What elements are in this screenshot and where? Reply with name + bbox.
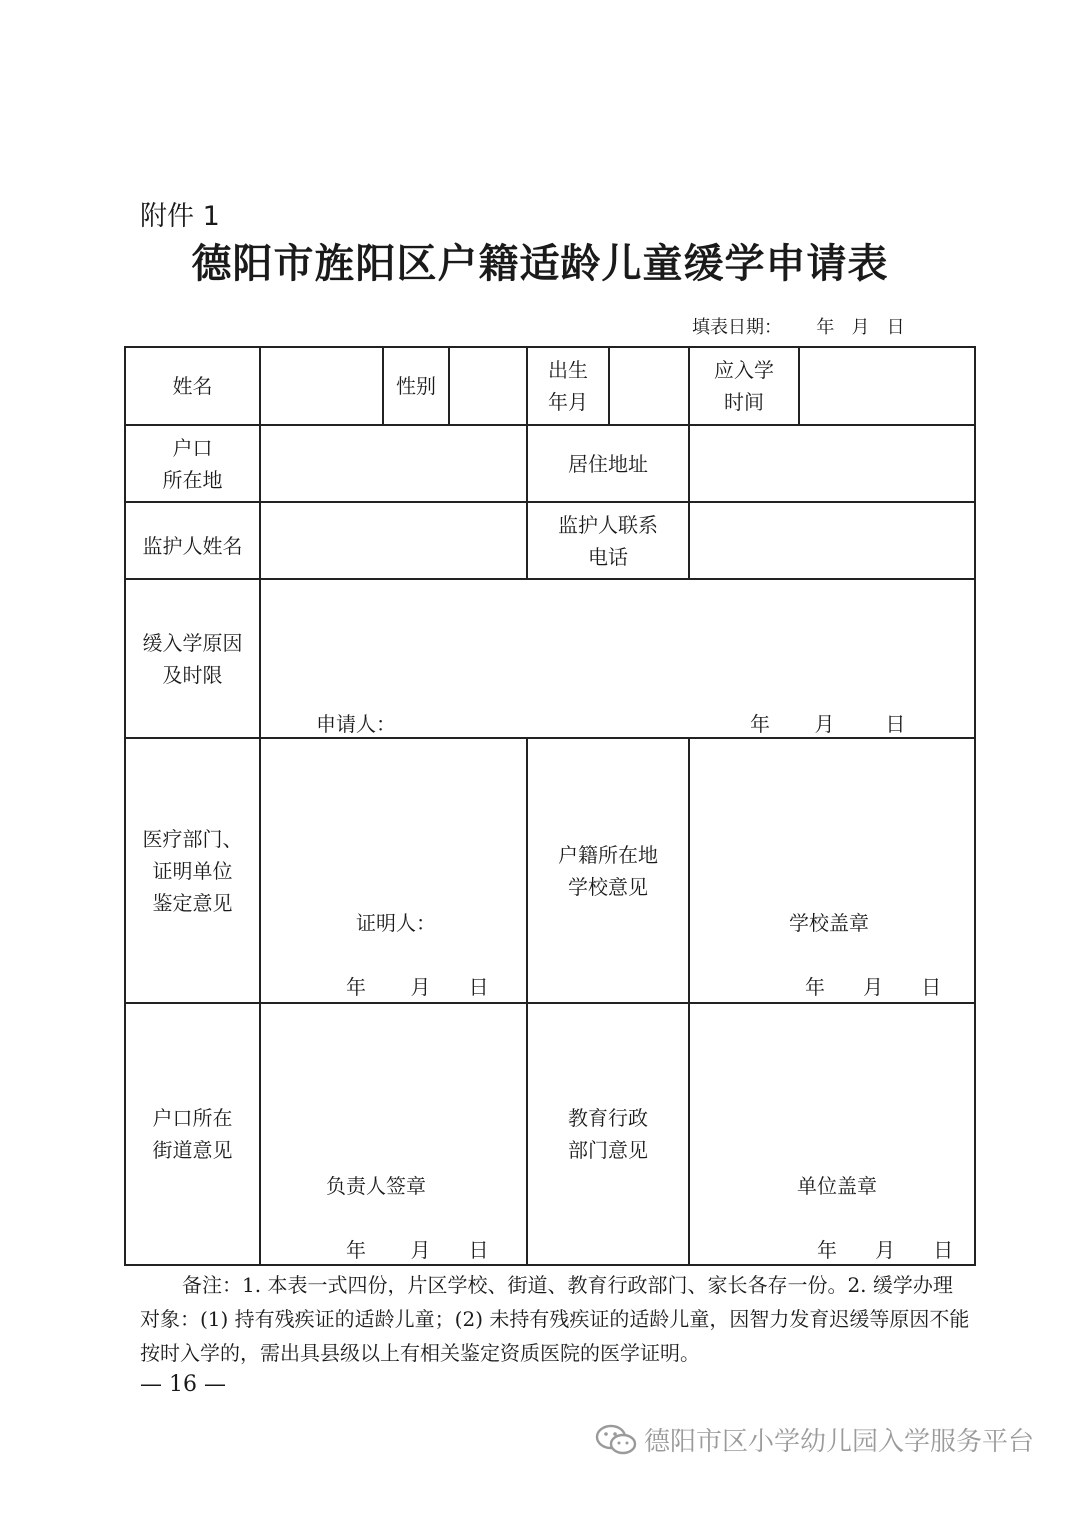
fill-date: 填表日期： 年 月 日 — [692, 317, 905, 338]
school-seal-label: 学校盖章 — [789, 911, 869, 935]
label-name: 姓名 — [172, 374, 213, 398]
label-enroll-time: 应入学 时间 — [714, 358, 774, 414]
label-gender: 性别 — [396, 374, 436, 398]
label-street-opinion: 户口所在 街道意见 — [152, 1106, 233, 1162]
page-number: — 16 — — [140, 1372, 226, 1397]
label-school-opinion: 户籍所在地 学校意见 — [558, 842, 658, 899]
enroll-time-field[interactable] — [800, 348, 974, 424]
reason-field[interactable] — [261, 580, 974, 700]
column-divider — [688, 737, 690, 1266]
hukou-field[interactable] — [261, 426, 526, 501]
applicant-label: 申请人： — [316, 712, 396, 736]
residence-field[interactable] — [690, 426, 974, 501]
wechat-icon — [594, 1422, 638, 1458]
street-date: 年 月 日 — [346, 1238, 489, 1262]
label-residence: 居住地址 — [568, 451, 648, 476]
table-border-right — [974, 346, 976, 1266]
guardian-name-field[interactable] — [261, 503, 526, 578]
applicant-date: 年 月 日 — [750, 712, 906, 736]
watermark — [594, 1421, 1034, 1458]
label-guardian-phone: 监护人联系 电话 — [558, 512, 658, 569]
unit-seal-label: 单位盖章 — [797, 1174, 877, 1198]
label-birth: 出生 年月 — [548, 358, 588, 414]
label-hukou: 户口 所在地 — [162, 435, 223, 492]
form-title: 德阳市旌阳区户籍适龄儿童缓学申请表 — [191, 240, 889, 287]
table-border-bottom — [124, 1264, 976, 1266]
attachment-label: 附件 1 — [140, 201, 220, 232]
watermark-text: 德阳市区小学幼儿园入学服务平台 — [644, 1427, 1035, 1457]
label-guardian-name: 监护人姓名 — [142, 533, 243, 558]
label-medical-opinion: 医疗部门、 证明单位 鉴定意见 — [142, 826, 243, 915]
gender-field[interactable] — [450, 348, 526, 424]
label-reason: 缓入学原因 及时限 — [142, 630, 243, 687]
footnote: 备注：1. 本表一式四份，片区学校、街道、教育行政部门、家长各存一份。2. 缓学办理对象：(1) 持有残疾证的适龄儿童；(2) 未持有残疾证的适龄儿童，因智力发育迟缓等原因不能按时入学的，需出具县级以上有相关鉴定资质医院的医学证明。 — [140, 1273, 970, 1365]
certifier-label: 证明人： — [356, 911, 436, 935]
medical-date: 年 月 日 — [346, 975, 489, 999]
edu-date: 年 月 日 — [817, 1238, 954, 1262]
school-date: 年 月 日 — [805, 975, 942, 999]
responsible-sign-label: 负责人签章 — [326, 1174, 426, 1198]
birth-field[interactable] — [610, 348, 688, 424]
name-field[interactable] — [261, 348, 382, 424]
label-edu-opinion: 教育行政 部门意见 — [568, 1106, 648, 1162]
guardian-phone-field[interactable] — [690, 503, 974, 578]
